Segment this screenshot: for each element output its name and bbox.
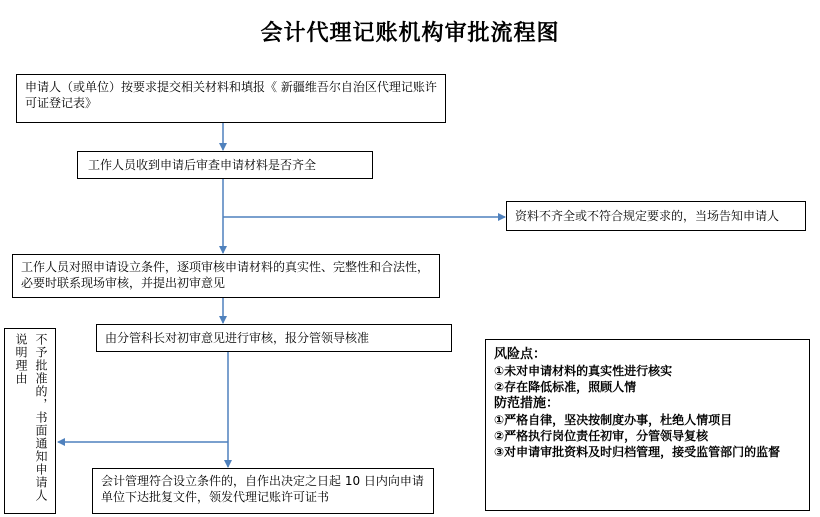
step-incomplete-notice [506,201,806,231]
step-reject-line2: 说明理由 [14,333,28,385]
risk-item: ②存在降低标准，照顾人情 [494,380,637,394]
measures-heading: 防范措施： [494,396,560,411]
step-issue [92,468,434,514]
step-approve [96,324,452,352]
measure-item: ①严格自律，坚决按制度办事，杜绝人情项目 [494,413,733,427]
measure-item: ②严格执行岗位责任初审，分管领导复核 [494,429,709,443]
step-reject-line1: 不予批准的，书面通知申请人 [34,333,48,502]
risk-item: ①未对申请材料的真实性进行核实 [494,364,673,378]
step-apply [16,74,446,123]
risk-heading: 风险点： [494,347,547,362]
step-check-complete-text: 工作人员收到申请后审查申请材料是否齐全 [88,158,317,172]
measure-item: ③对申请审批资料及时归档管理，接受监管部门的监督 [494,445,781,459]
step-review [12,254,440,298]
risk-panel [485,339,810,511]
step-reject [4,328,56,514]
step-apply-text: 申请人（或单位）按要求提交相关材料和填报《 新疆维吾尔自治区代理记账许可证登记表》 [25,80,437,110]
step-check-complete [77,151,373,179]
step-incomplete-notice-text: 资料不齐全或不符合规定要求的，当场告知申请人 [515,209,780,223]
step-review-text: 工作人员对照申请设立条件，逐项审核申请材料的真实性、完整性和合法性，必要时联系现场审核，并提出初审意见 [21,260,430,290]
page-title: 会计代理记账机构审批流程图 [260,21,560,46]
step-issue-text: 会计管理符合设立条件的，自作出决定之日起 10 日内向申请单位下达批复文件，领发代理记账许可证书 [101,474,424,504]
step-approve-text: 由分管科长对初审意见进行审核，报分管领导核准 [105,331,370,345]
